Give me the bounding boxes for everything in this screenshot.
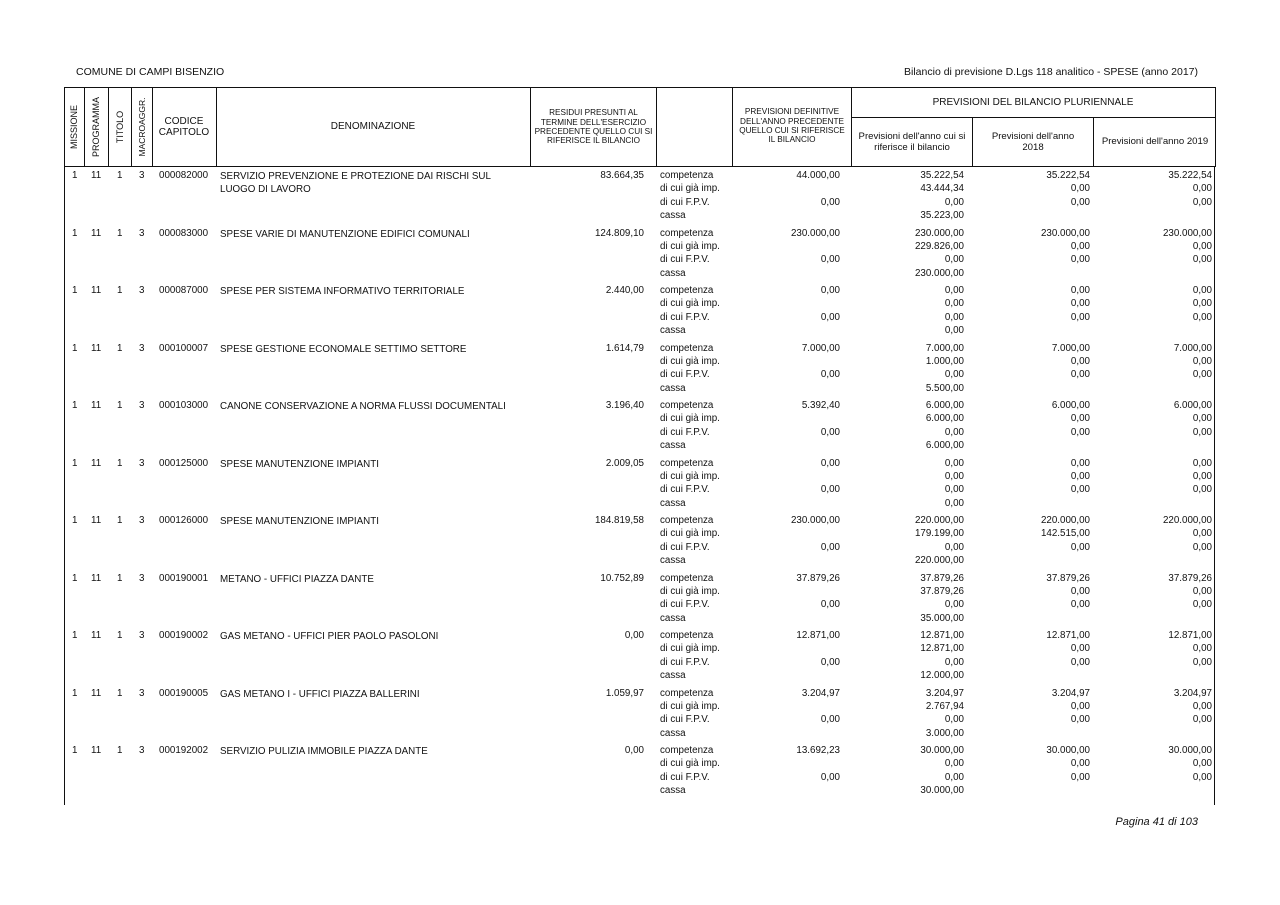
cell-anno: 0,00: [944, 758, 964, 770]
cell-2018: 0,00: [1070, 541, 1090, 553]
cell-residui: 3.196,40: [605, 400, 644, 411]
cell-anno: 0,00: [944, 196, 964, 208]
cell-anno: 30.000,00: [920, 745, 964, 756]
cell-label: cassa: [660, 670, 686, 682]
cell-codice: 000100007: [159, 342, 209, 354]
cell-titolo: 1: [117, 400, 123, 411]
cell-2019: 0,00: [1192, 700, 1212, 712]
cell-2019: 7.000,00: [1173, 342, 1212, 354]
cell-2019: 12.871,00: [1168, 630, 1212, 641]
col-anno-2018: Previsioni dell'anno 2018: [991, 130, 1075, 153]
cell-anno: 1.000,00: [925, 355, 964, 367]
table-row: [64, 170, 1216, 228]
table-row: [64, 228, 1216, 286]
cell-codice: 000126000: [159, 515, 209, 526]
cell-label: competenza: [660, 400, 714, 411]
table-row: [64, 573, 1216, 631]
col-anno-2019: Previsioni dell'anno 2019: [1101, 136, 1209, 148]
cell-anno: 37.879,26: [920, 585, 964, 597]
cell-macroaggr: 3: [139, 342, 145, 354]
cell-denominazione: SPESE MANUTENZIONE IMPIANTI: [220, 516, 379, 527]
cell-anno: 7.000,00: [925, 342, 964, 354]
cell-residui: 1.059,97: [605, 687, 644, 699]
cell-programma: 11: [91, 227, 102, 239]
cell-codice: 000190001: [159, 572, 209, 584]
cell-prev-competenza: 0,00: [820, 457, 840, 469]
cell-prev-fpv: 0,00: [820, 599, 840, 611]
cell-anno: 6.000,00: [925, 440, 964, 452]
cell-anno: 0,00: [944, 484, 964, 496]
cell-anno: 0,00: [944, 457, 964, 469]
cell-label: di cui già imp.: [660, 413, 720, 425]
cell-missione: 1: [72, 687, 78, 699]
cell-label: di cui già imp.: [660, 240, 720, 252]
cell-prev-competenza: 0,00: [820, 285, 840, 296]
cell-label: di cui già imp.: [660, 470, 720, 482]
cell-prev-competenza: 13.692,23: [796, 745, 840, 756]
cell-label: competenza: [660, 457, 714, 469]
cell-2019: 0,00: [1192, 484, 1212, 496]
cell-2019: 0,00: [1192, 714, 1212, 726]
cell-titolo: 1: [117, 630, 123, 641]
cell-prev-fpv: 0,00: [820, 484, 840, 496]
col-pluriennale: PREVISIONI DEL BILANCIO PLURIENNALE: [932, 97, 1134, 109]
cell-missione: 1: [72, 342, 78, 354]
cell-2019: 0,00: [1192, 771, 1212, 783]
cell-anno: 37.879,26: [920, 572, 964, 584]
cell-label: di cui F.P.V.: [660, 196, 710, 208]
cell-label: cassa: [660, 325, 686, 337]
cell-anno: 0,00: [944, 656, 964, 668]
cell-macroaggr: 3: [139, 285, 145, 296]
cell-prev-fpv: 0,00: [820, 426, 840, 438]
cell-anno: 0,00: [944, 298, 964, 310]
cell-codice: 000190005: [159, 687, 209, 699]
cell-macroaggr: 3: [139, 745, 145, 756]
table-row: [64, 285, 1216, 343]
cell-2018: 0,00: [1070, 240, 1090, 252]
cell-2019: 0,00: [1192, 643, 1212, 655]
cell-prev-fpv: 0,00: [820, 369, 840, 381]
cell-anno: 230.000,00: [914, 267, 964, 279]
cell-programma: 11: [91, 687, 102, 699]
cell-label: di cui già imp.: [660, 700, 720, 712]
cell-anno: 12.871,00: [920, 643, 964, 655]
cell-programma: 11: [91, 572, 102, 584]
cell-denominazione: METANO - UFFICI PIAZZA DANTE: [220, 573, 374, 585]
cell-prev-fpv: 0,00: [820, 714, 840, 726]
table-row: [64, 458, 1216, 516]
cell-2018: 0,00: [1070, 369, 1090, 381]
cell-2018: 0,00: [1070, 484, 1090, 496]
cell-anno: 6.000,00: [925, 400, 964, 411]
cell-prev-competenza: 230.000,00: [790, 227, 840, 239]
cell-2019: 3.204,97: [1173, 687, 1212, 699]
cell-label: di cui F.P.V.: [660, 254, 710, 266]
cell-label: competenza: [660, 285, 714, 296]
cell-prev-competenza: 12.871,00: [796, 630, 840, 641]
cell-anno: 0,00: [944, 311, 964, 323]
cell-codice: 000087000: [159, 285, 209, 296]
cell-label: competenza: [660, 170, 714, 181]
cell-2018: 7.000,00: [1051, 342, 1090, 354]
cell-2018: 0,00: [1070, 771, 1090, 783]
cell-2018: 0,00: [1070, 355, 1090, 367]
cell-2018: 12.871,00: [1046, 630, 1090, 641]
col-prev-def: PREVISIONI DEFINITIVE DELL'ANNO PRECEDENTE QUELLO CUI SI RIFERISCE IL BILANCIO: [739, 107, 845, 145]
cell-2019: 0,00: [1192, 656, 1212, 668]
cell-anno: 35.222,54: [920, 170, 964, 181]
cell-prev-competenza: 7.000,00: [801, 342, 840, 354]
cell-2018: 0,00: [1070, 196, 1090, 208]
cell-residui: 124.809,10: [594, 227, 644, 239]
cell-missione: 1: [72, 227, 78, 239]
cell-label: cassa: [660, 382, 686, 394]
cell-programma: 11: [91, 342, 102, 354]
cell-denominazione: GAS METANO I - UFFICI PIAZZA BALLERINI: [220, 688, 420, 700]
cell-residui: 0,00: [624, 745, 644, 756]
cell-2018: 0,00: [1070, 285, 1090, 296]
cell-2018: 0,00: [1070, 585, 1090, 597]
cell-missione: 1: [72, 572, 78, 584]
cell-missione: 1: [72, 630, 78, 641]
cell-2019: 0,00: [1192, 599, 1212, 611]
cell-2019: 230.000,00: [1162, 227, 1212, 239]
table-row: [64, 400, 1216, 458]
cell-2019: 0,00: [1192, 183, 1212, 195]
cell-prev-fpv: 0,00: [820, 541, 840, 553]
cell-anno: 220.000,00: [914, 555, 964, 567]
cell-prev-fpv: 0,00: [820, 311, 840, 323]
cell-anno: 0,00: [944, 714, 964, 726]
cell-2019: 0,00: [1192, 298, 1212, 310]
cell-denominazione: SPESE GESTIONE ECONOMALE SETTIMO SETTORE: [220, 343, 467, 355]
cell-label: cassa: [660, 555, 686, 567]
cell-prev-fpv: 0,00: [820, 656, 840, 668]
cell-anno: 6.000,00: [925, 413, 964, 425]
cell-2018: 0,00: [1070, 656, 1090, 668]
table-row: [64, 343, 1216, 401]
cell-label: competenza: [660, 745, 714, 756]
cell-2019: 0,00: [1192, 541, 1212, 553]
cell-missione: 1: [72, 515, 78, 526]
cell-label: di cui già imp.: [660, 528, 720, 540]
cell-macroaggr: 3: [139, 630, 145, 641]
cell-anno: 43.444,34: [920, 183, 964, 195]
cell-2018: 0,00: [1070, 599, 1090, 611]
cell-missione: 1: [72, 457, 78, 469]
cell-titolo: 1: [117, 515, 123, 526]
cell-label: di cui F.P.V.: [660, 369, 710, 381]
cell-anno: 0,00: [944, 369, 964, 381]
cell-label: cassa: [660, 785, 686, 797]
cell-prev-competenza: 37.879,26: [796, 572, 840, 584]
cell-2018: 0,00: [1070, 643, 1090, 655]
cell-programma: 11: [91, 630, 102, 641]
cell-anno: 35.223,00: [920, 210, 964, 222]
cell-anno: 35.000,00: [920, 612, 964, 624]
cell-anno: 30.000,00: [920, 785, 964, 797]
cell-denominazione: SPESE VARIE DI MANUTENZIONE EDIFICI COMUNALI: [220, 228, 470, 240]
cell-label: di cui F.P.V.: [660, 714, 710, 726]
cell-label: di cui già imp.: [660, 355, 720, 367]
cell-2019: 0,00: [1192, 355, 1212, 367]
cell-missione: 1: [72, 745, 78, 756]
cell-denominazione: GAS METANO - UFFICI PIER PAOLO PASOLONI: [220, 631, 439, 642]
cell-macroaggr: 3: [139, 170, 145, 181]
cell-anno: 0,00: [944, 771, 964, 783]
cell-prev-competenza: 230.000,00: [790, 515, 840, 526]
cell-2019: 30.000,00: [1168, 745, 1212, 756]
cell-label: di cui F.P.V.: [660, 541, 710, 553]
cell-denominazione: CANONE CONSERVAZIONE A NORMA FLUSSI DOCUMENTALI: [220, 401, 506, 412]
cell-label: di cui F.P.V.: [660, 771, 710, 783]
cell-2018: 35.222,54: [1046, 170, 1090, 181]
cell-label: cassa: [660, 727, 686, 739]
cell-2018: 30.000,00: [1046, 745, 1090, 756]
col-denominazione: DENOMINAZIONE: [330, 121, 416, 133]
cell-label: di cui già imp.: [660, 643, 720, 655]
cell-label: competenza: [660, 515, 714, 526]
cell-label: competenza: [660, 227, 714, 239]
cell-2018: 6.000,00: [1051, 400, 1090, 411]
cell-codice: 000192002: [159, 745, 209, 756]
cell-2019: 0,00: [1192, 285, 1212, 296]
cell-2018: 0,00: [1070, 311, 1090, 323]
cell-label: competenza: [660, 687, 714, 699]
cell-macroaggr: 3: [139, 457, 145, 469]
cell-2018: 0,00: [1070, 183, 1090, 195]
cell-2019: 0,00: [1192, 240, 1212, 252]
cell-residui: 2.440,00: [605, 285, 644, 296]
cell-2019: 35.222,54: [1168, 170, 1212, 181]
table-row: [64, 688, 1216, 746]
cell-2018: 0,00: [1070, 298, 1090, 310]
cell-label: di cui F.P.V.: [660, 599, 710, 611]
expense-table: [64, 87, 1216, 805]
cell-anno: 0,00: [944, 470, 964, 482]
col-titolo: TITOLO: [115, 110, 125, 144]
cell-2019: 0,00: [1192, 413, 1212, 425]
cell-prev-competenza: 5.392,40: [801, 400, 840, 411]
cell-2018: 0,00: [1070, 413, 1090, 425]
cell-label: di cui già imp.: [660, 585, 720, 597]
cell-label: di cui F.P.V.: [660, 484, 710, 496]
cell-2018: 0,00: [1070, 470, 1090, 482]
cell-prev-fpv: 0,00: [820, 196, 840, 208]
cell-label: di cui F.P.V.: [660, 426, 710, 438]
cell-anno: 12.871,00: [920, 630, 964, 641]
cell-2018: 0,00: [1070, 457, 1090, 469]
cell-label: competenza: [660, 342, 714, 354]
cell-2019: 0,00: [1192, 426, 1212, 438]
cell-titolo: 1: [117, 745, 123, 756]
cell-2018: 3.204,97: [1051, 687, 1090, 699]
cell-prev-fpv: 0,00: [820, 254, 840, 266]
cell-anno: 229.826,00: [914, 240, 964, 252]
cell-2018: 0,00: [1070, 700, 1090, 712]
cell-anno: 179.199,00: [914, 528, 964, 540]
cell-residui: 1.614,79: [605, 342, 644, 354]
cell-anno: 0,00: [944, 541, 964, 553]
cell-anno: 220.000,00: [914, 515, 964, 526]
table-row: [64, 745, 1216, 803]
page-number: Pagina 41 di 103: [1115, 816, 1198, 828]
cell-2019: 37.879,26: [1168, 572, 1212, 584]
cell-programma: 11: [91, 745, 102, 756]
cell-prev-fpv: 0,00: [820, 771, 840, 783]
cell-anno: 0,00: [944, 497, 964, 509]
cell-2019: 0,00: [1192, 254, 1212, 266]
cell-residui: 83.664,35: [600, 170, 644, 181]
cell-programma: 11: [91, 457, 102, 469]
col-programma: PROGRAMMA: [91, 96, 101, 158]
cell-programma: 11: [91, 170, 102, 181]
cell-anno: 0,00: [944, 599, 964, 611]
cell-missione: 1: [72, 170, 78, 181]
cell-codice: 000082000: [159, 170, 209, 181]
cell-prev-competenza: 3.204,97: [801, 687, 840, 699]
cell-codice: 000083000: [159, 227, 209, 239]
cell-anno: 0,00: [944, 426, 964, 438]
cell-label: cassa: [660, 497, 686, 509]
col-residui: RESIDUI PRESUNTI AL TERMINE DELL'ESERCIZIO PRECEDENTE QUELLO CUI SI RIFERISCE IL BILANCIO: [534, 108, 653, 146]
cell-label: cassa: [660, 267, 686, 279]
cell-anno: 0,00: [944, 285, 964, 296]
cell-label: di cui già imp.: [660, 758, 720, 770]
cell-2018: 230.000,00: [1040, 227, 1090, 239]
cell-2019: 0,00: [1192, 311, 1212, 323]
cell-denominazione: SPESE MANUTENZIONE IMPIANTI: [220, 458, 379, 470]
cell-2019: 0,00: [1192, 758, 1212, 770]
cell-residui: 2.009,05: [605, 457, 644, 469]
col-missione: MISSIONE: [69, 104, 79, 150]
cell-residui: 184.819,58: [594, 515, 644, 526]
cell-2019: 0,00: [1192, 470, 1212, 482]
col-anno-cui: Previsioni dell'anno cui si riferisce il bilancio: [858, 130, 966, 153]
cell-2018: 0,00: [1070, 254, 1090, 266]
cell-programma: 11: [91, 515, 102, 526]
cell-titolo: 1: [117, 342, 123, 354]
cell-denominazione: SPESE PER SISTEMA INFORMATIVO TERRITORIALE: [220, 286, 465, 297]
cell-codice: 000190002: [159, 630, 209, 641]
cell-codice: 000125000: [159, 457, 209, 469]
cell-denominazione: SERVIZIO PULIZIA IMMOBILE PIAZZA DANTE: [220, 746, 428, 757]
cell-2019: 0,00: [1192, 457, 1212, 469]
cell-titolo: 1: [117, 285, 123, 296]
cell-label: di cui già imp.: [660, 298, 720, 310]
cell-residui: 10.752,89: [600, 572, 644, 584]
cell-codice: 000103000: [159, 400, 209, 411]
table-row: [64, 630, 1216, 688]
cell-2019: 0,00: [1192, 196, 1212, 208]
cell-label: di cui F.P.V.: [660, 656, 710, 668]
cell-2018: 220.000,00: [1040, 515, 1090, 526]
cell-2019: 0,00: [1192, 528, 1212, 540]
cell-2019: 0,00: [1192, 585, 1212, 597]
cell-2018: 142.515,00: [1040, 528, 1090, 540]
cell-2019: 0,00: [1192, 369, 1212, 381]
cell-label: competenza: [660, 572, 714, 584]
col-codice: CODICE CAPITOLO: [158, 115, 210, 138]
municipality-name: COMUNE DI CAMPI BISENZIO: [76, 66, 225, 78]
cell-titolo: 1: [117, 572, 123, 584]
cell-anno: 3.000,00: [925, 727, 964, 739]
cell-anno: 0,00: [944, 254, 964, 266]
cell-anno: 3.204,97: [925, 687, 964, 699]
cell-label: cassa: [660, 210, 686, 222]
cell-prev-competenza: 44.000,00: [796, 170, 840, 181]
cell-2019: 220.000,00: [1162, 515, 1212, 526]
cell-titolo: 1: [117, 457, 123, 469]
cell-anno: 0,00: [944, 325, 964, 337]
cell-titolo: 1: [117, 687, 123, 699]
document-title: Bilancio di previsione D.Lgs 118 analitico - SPESE (anno 2017): [904, 66, 1198, 78]
cell-macroaggr: 3: [139, 227, 145, 239]
table-row: [64, 515, 1216, 573]
col-macroaggr: MACROAGGR.: [137, 97, 147, 157]
cell-titolo: 1: [117, 227, 123, 239]
cell-2018: 0,00: [1070, 426, 1090, 438]
cell-titolo: 1: [117, 170, 123, 181]
cell-label: di cui F.P.V.: [660, 311, 710, 323]
cell-2018: 0,00: [1070, 714, 1090, 726]
cell-2018: 0,00: [1070, 758, 1090, 770]
cell-macroaggr: 3: [139, 515, 145, 526]
cell-label: cassa: [660, 440, 686, 452]
cell-label: di cui già imp.: [660, 183, 720, 195]
cell-label: cassa: [660, 612, 686, 624]
cell-programma: 11: [91, 285, 102, 296]
cell-macroaggr: 3: [139, 400, 145, 411]
cell-2018: 37.879,26: [1046, 572, 1090, 584]
cell-anno: 230.000,00: [914, 227, 964, 239]
cell-anno: 5.500,00: [925, 382, 964, 394]
cell-2019: 6.000,00: [1173, 400, 1212, 411]
cell-label: competenza: [660, 630, 714, 641]
cell-programma: 11: [91, 400, 102, 411]
cell-missione: 1: [72, 285, 78, 296]
cell-anno: 12.000,00: [920, 670, 964, 682]
cell-residui: 0,00: [624, 630, 644, 641]
cell-anno: 2.767,94: [925, 700, 964, 712]
cell-denominazione: SERVIZIO PREVENZIONE E PROTEZIONE DAI RISCHI SUL LUOGO DI LAVORO: [220, 171, 491, 196]
cell-macroaggr: 3: [139, 572, 145, 584]
cell-macroaggr: 3: [139, 687, 145, 699]
cell-missione: 1: [72, 400, 78, 411]
